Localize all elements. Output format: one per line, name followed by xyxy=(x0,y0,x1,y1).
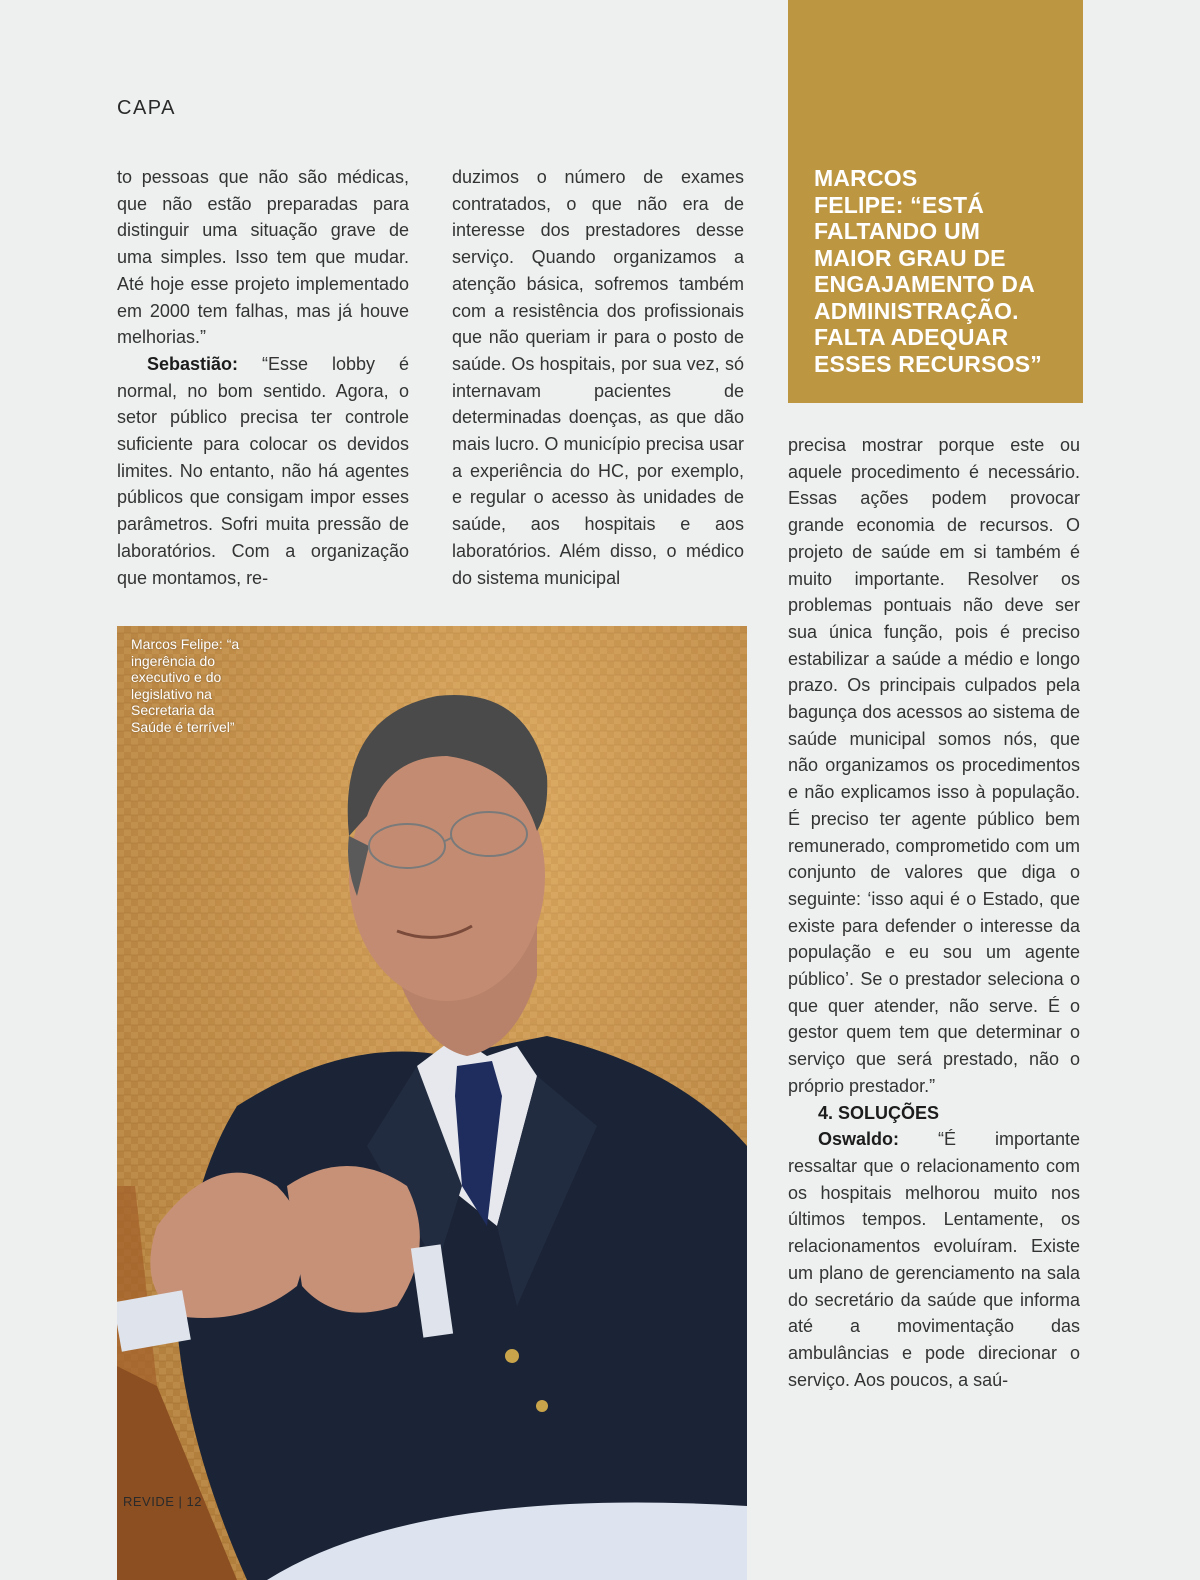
pull-quote-line: ADMINISTRAÇÃO. xyxy=(814,297,1019,324)
paragraph: to pessoas que não são médicas, que não estão preparadas para distinguir uma situação grave de uma simples. Isso tem que mudar. Até hoje esse projeto implementado em 2000 tem falhas, mas já houve melhorias.” xyxy=(117,167,409,348)
paragraph-text: “É importante ressaltar que o relacionamento com os hospitais melhorou muito nos últimos tempos. Lentamente, os relacionamentos evoluíram. Existe um plano de gerenciamento na sala do secretário da saúde que informa até a movimentação das ambulâncias e pode direcionar o serviço. Aos poucos, a saú- xyxy=(788,1129,1080,1390)
pull-quote-box xyxy=(788,0,1083,403)
article-column-3 xyxy=(788,432,1080,1393)
pull-quote-line: ENGAJAMENTO DA xyxy=(814,271,1035,297)
paragraph xyxy=(788,1126,1080,1393)
pull-quote-line: ESSES RECURSOS” xyxy=(814,350,1042,377)
article-column-2 xyxy=(452,164,744,591)
section-label: CAPA xyxy=(117,97,176,119)
portrait-photo xyxy=(117,626,747,1580)
paragraph xyxy=(117,351,409,591)
section-subheading: 4. SOLUÇÕES xyxy=(818,1102,940,1123)
pull-quote-line: MARCOS xyxy=(814,165,918,191)
speaker-name: Oswaldo: xyxy=(818,1129,900,1150)
pull-quote-line: MAIOR GRAU DE xyxy=(814,244,1006,271)
portrait-illustration xyxy=(117,626,747,1580)
pull-quote-line: FALTA ADEQUAR xyxy=(814,324,1009,350)
paragraph: precisa mostrar porque este ou aquele procedimento é necessário. Essas ações podem provocar grande economia de recursos. O projeto de saúde em si também é muito importante. Resolver os problemas pontuais não deve ser sua única função, pois é preciso estabilizar a saúde a médio e longo prazo. Os principais culpados pela bagunça dos acessos ao sistema de saúde municipal somos nós, que não organizamos os procedimentos e não explicamos isso à população. É preciso ter agente público bem remunerado, comprometido com um conjunto de valores que diga o seguinte: ‘isso aqui é o Estado, que existe para defender o interesse da população e eu sou um agente público’. Se o prestador seleciona o que quer atender, não serve. É o gestor quem tem que determinar o serviço que será prestado, não o próprio prestador.” xyxy=(788,435,1080,1096)
paragraph: duzimos o número de exames contratados, o que não era de interesse dos prestadores desse serviço. Quando organizamos a atenção básica, sofremos também com a resistência dos profissionais que não queriam ir para o posto de saúde. Os hospitais, por sua vez, só internavam pacientes de determinadas doenças, as que dão mais lucro. O município precisa usar a experiência do HC, por exemplo, e regular o acesso às unidades de saúde, aos hospitais e aos laboratórios. Além disso, o médico do sistema municipal xyxy=(452,167,744,588)
pull-quote-line: FALTANDO UM xyxy=(814,218,981,244)
speaker-name: Sebastião: xyxy=(147,353,239,374)
article-column-1 xyxy=(117,164,409,591)
paragraph-text: “Esse lobby é normal, no bom sentido. Agora, o setor público precisa ter controle suficiente para colocar os devidos limites. No entanto, não há agentes públicos que consigam impor esses parâmetros. Sofri muita pressão de laboratórios. Com a organização que montamos, re- xyxy=(117,353,409,588)
pull-quote-line: FELIPE: “ESTÁ xyxy=(814,191,985,218)
page-folio: REVIDE | 12 xyxy=(123,1494,202,1509)
photo-caption: Marcos Felipe: “a ingerência do executivo e do legislativo na Secretaria da Saúde é terrível” xyxy=(131,636,240,735)
